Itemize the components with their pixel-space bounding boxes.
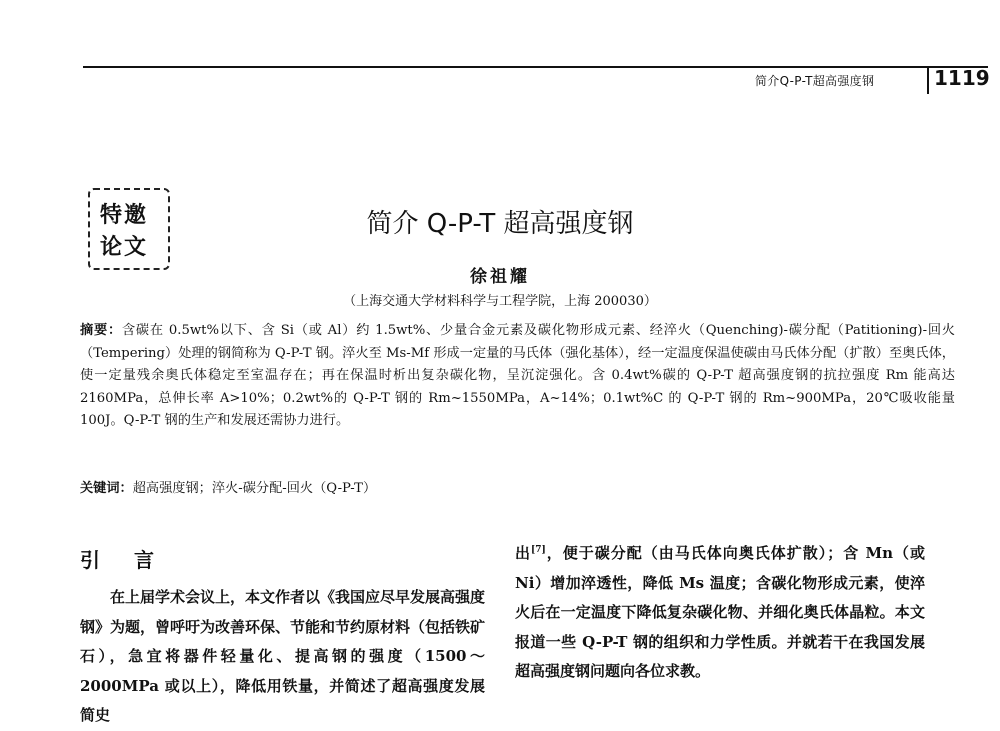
- running-head: 简介Q-P-T超高强度钢: [755, 74, 875, 88]
- section-heading-introduction: 引言: [80, 548, 188, 572]
- abstract-text: 含碳在 0.5wt%以下、含 Si（或 Al）约 1.5wt%、少量合金元素及碳化物形成元素、经淬火（Quenching)-碳分配（Patitioning)-回火（Tempering）处理的钢简称为 Q-P-T 钢。淬火至 Ms-Mf 形成一定量的马氏体（强化基体），经一定温度保温使碳由马氏体分配（扩散）至奥氏体，使一定量残余奥氏体稳定至室温存在；再在保温时析出复杂碳化物，呈沉淀强化。含 0.4wt%碳的 Q-P-T 超高强度钢的抗拉强度 Rm 能高达 2160MPa，总伸长率 A>10%；0.2wt%的 Q-P-T 钢的 Rm~1550MPa，A~14%；0.1wt%C 的 Q-P-T 钢的 Rm~900MPa，20℃吸收能量 100J。Q-P-T 钢的生产和发展还需协力进行。: [80, 323, 955, 429]
- keywords-text: 超高强度钢；淬火-碳分配-回火（Q-P-T）: [132, 481, 377, 496]
- page-number-divider: [927, 68, 929, 94]
- body-text-right-column: [515, 536, 925, 687]
- article-author: 徐祖耀: [470, 267, 530, 287]
- article-title: 简介 Q-P-T 超高强度钢: [366, 209, 634, 239]
- page-number: 1119: [934, 66, 990, 90]
- abstract-label: 摘要：: [80, 323, 122, 338]
- right-column-text: ，便于碳分配（由马氏体向奥氏体扩散）；含 Mn（或 Ni）增加淬透性，降低 Ms 温度；含碳化物形成元素，使淬火后在一定温度下降低复杂碳化物、并细化奥氏体晶粒。本文报道一些 Q-P-T 钢的组织和力学性质。并就若干在我国发展超高强度钢问题向各位求教。: [515, 544, 925, 680]
- badge-line-2: 论文: [100, 235, 149, 260]
- body-text-left-column: 在上届学术会议上，本文作者以《我国应尽早发展高强度钢》为题，曾呼吁为改善环保、节能和节约原材料（包括铁矿石），急宜将器件轻量化、提高钢的强度（1500～2000MPa 或以上），降低用铁量，并简述了超高强度发展简史: [80, 588, 486, 724]
- right-column-text-start: 出: [515, 544, 531, 562]
- keywords-label: 关键词：: [80, 481, 133, 496]
- badge-line-1: 特邀: [100, 203, 149, 228]
- keywords: [80, 478, 955, 500]
- abstract: [80, 320, 955, 433]
- author-affiliation: （上海交通大学材料科学与工程学院，上海 200030）: [343, 294, 657, 309]
- header-rule: [83, 66, 988, 68]
- reference-marker: [7]: [531, 545, 546, 555]
